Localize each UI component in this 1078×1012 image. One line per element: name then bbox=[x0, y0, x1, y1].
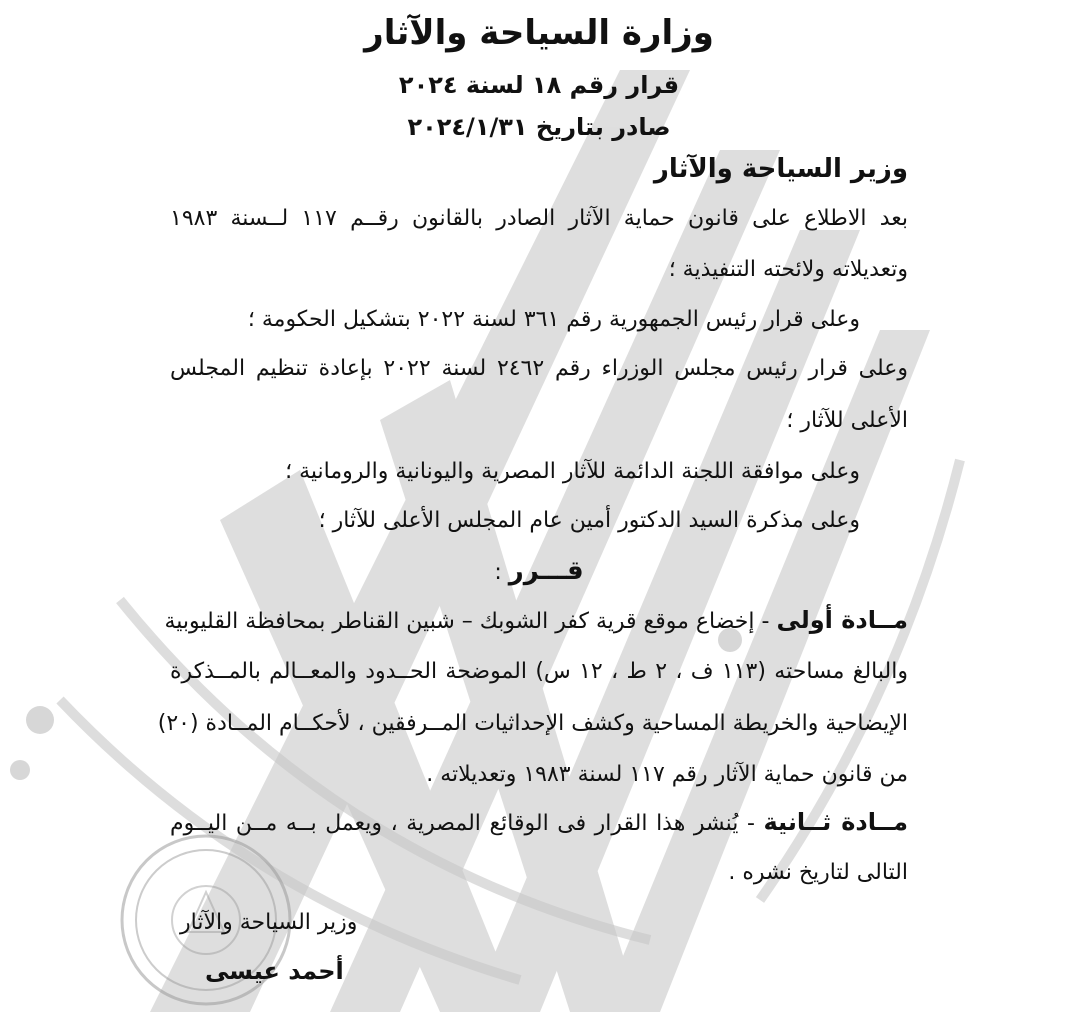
article2-text: - يُنشر هذا القرار فى الوقائع المصرية ، ويعمل بــه مــن اليــوم bbox=[170, 811, 755, 836]
preamble-line-3: وعلى قرار رئيس الجمهورية رقم ٣٦١ لسنة ٢٠٢٢ بتشكيل الحكومة ؛ bbox=[247, 307, 860, 332]
signature-name: أحمد عيسى bbox=[205, 957, 344, 985]
preamble-line-2: وتعديلاته ولائحته التنفيذية ؛ bbox=[668, 257, 908, 282]
decree-number: قرار رقم ١٨ لسنة ٢٠٢٤ bbox=[398, 71, 680, 99]
article1-line-3: الإيضاحية والخريطة المساحية وكشف الإحداثيات المــرفقين ، لأحكــام المــادة (٢٠) bbox=[157, 711, 908, 736]
preamble-line-1: بعد الاطلاع على قانون حماية الآثار الصادر بالقانون رقــم ١١٧ لــسنة ١٩٨٣ bbox=[170, 206, 908, 231]
ministry-title: وزارة السياحة والآثار bbox=[364, 13, 714, 53]
minister-heading: وزير السياحة والآثار bbox=[653, 154, 908, 184]
issue-date: صادر بتاريخ ٢٠٢٤/١/٣١ bbox=[407, 113, 671, 141]
article2-label: مــادة ثــانية bbox=[763, 808, 908, 836]
decides-colon: : bbox=[494, 560, 502, 585]
article1-label: مــادة أولى bbox=[776, 606, 908, 634]
preamble-line-6: وعلى موافقة اللجنة الدائمة للآثار المصرية واليونانية والرومانية ؛ bbox=[285, 459, 860, 484]
decides-heading bbox=[0, 556, 1078, 588]
article1-line-4: من قانون حماية الآثار رقم ١١٧ لسنة ١٩٨٣ وتعديلاته . bbox=[426, 762, 908, 787]
article2-line-1 bbox=[170, 807, 908, 839]
preamble-line-4: وعلى قرار رئيس مجلس الوزراء رقم ٢٤٦٢ لسنة ٢٠٢٢ بإعادة تنظيم المجلس bbox=[170, 356, 909, 381]
preamble-line-7: وعلى مذكرة السيد الدكتور أمين عام المجلس الأعلى للآثار ؛ bbox=[318, 508, 860, 533]
article1-line-1 bbox=[164, 605, 908, 637]
decides-label: قـــرر bbox=[508, 556, 584, 586]
signature-title: وزير السياحة والآثار bbox=[180, 910, 358, 935]
article1-line-2: والبالغ مساحته (١١٣ ف ، ٢ ط ، ١٢ س) الموضحة الحــدود والمعــالم بالمــذكرة bbox=[170, 659, 908, 684]
article2-line-2: التالى لتاريخ نشره . bbox=[728, 860, 908, 885]
article1-text: - إخضاع موقع قرية كفر الشوبك – شبين القناطر بمحافظة القليوبية bbox=[164, 609, 770, 634]
preamble-line-5: الأعلى للآثار ؛ bbox=[786, 408, 908, 433]
